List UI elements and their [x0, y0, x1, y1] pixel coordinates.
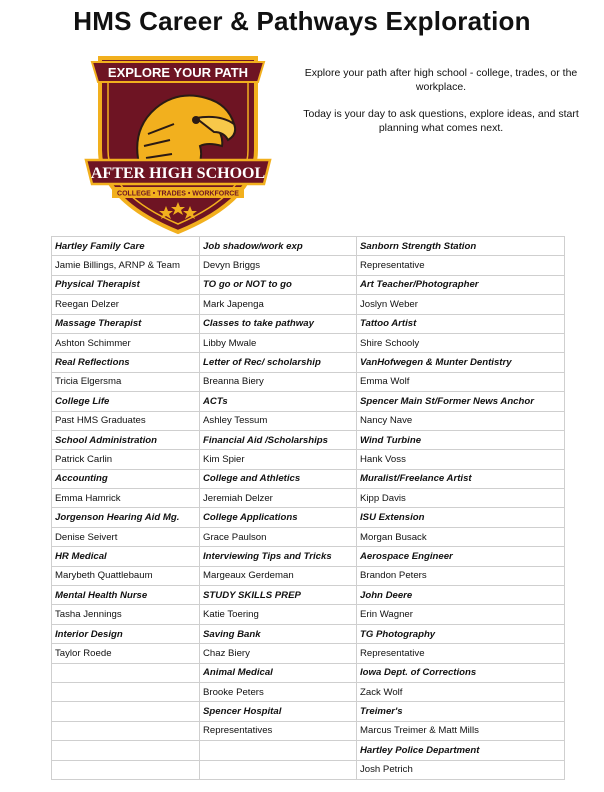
session-title-cell: Jorgenson Hearing Aid Mg. — [52, 508, 200, 527]
presenter-row — [52, 256, 565, 275]
logo-banner-text: AFTER HIGH SCHOOL — [90, 165, 266, 182]
presenter-cell: Grace Paulson — [200, 527, 357, 546]
session-title-cell: ISU Extension — [357, 508, 565, 527]
page-title: HMS Career & Pathways Exploration — [73, 6, 531, 36]
session-title-cell: Art Teacher/Photographer — [357, 275, 565, 294]
presenter-row — [52, 527, 565, 546]
presenter-row — [52, 411, 565, 430]
session-title-cell: Saving Bank — [200, 624, 357, 643]
session-title-cell: Mental Health Nurse — [52, 586, 200, 605]
session-title-row — [52, 314, 565, 333]
presenter-cell: Nancy Nave — [357, 411, 565, 430]
session-title-cell: TG Photography — [357, 624, 565, 643]
presenter-cell: Libby Mwale — [200, 333, 357, 352]
presenter-row — [52, 682, 565, 701]
presenter-cell — [200, 760, 357, 779]
session-title-cell: Animal Medical — [200, 663, 357, 682]
presenter-cell: Shire Schooly — [357, 333, 565, 352]
session-title-row — [52, 508, 565, 527]
presenter-cell: Kipp Davis — [357, 489, 565, 508]
presenter-cell: Erin Wagner — [357, 605, 565, 624]
session-title-cell: John Deere — [357, 586, 565, 605]
presenter-cell: Jamie Billings, ARNP & Team — [52, 256, 200, 275]
session-title-row — [52, 547, 565, 566]
presenter-cell: Brooke Peters — [200, 682, 357, 701]
session-title-cell: ACTs — [200, 392, 357, 411]
session-title-cell: Muralist/Freelance Artist — [357, 469, 565, 488]
presenter-row — [52, 760, 565, 779]
presenter-cell: Hank Voss — [357, 450, 565, 469]
session-title-cell: Wind Turbine — [357, 430, 565, 449]
session-title-cell: Spencer Main St/Former News Anchor — [357, 392, 565, 411]
session-title-row — [52, 237, 565, 256]
session-title-cell: Letter of Rec/ scholarship — [200, 353, 357, 372]
logo-top-text: EXPLORE YOUR PATH — [107, 65, 249, 80]
presenter-cell: Katie Toering — [200, 605, 357, 624]
session-title-cell: Physical Therapist — [52, 275, 200, 294]
presenter-cell: Margeaux Gerdeman — [200, 566, 357, 585]
presenter-cell: Ashley Tessum — [200, 411, 357, 430]
intro-line-2: Today is your day to ask questions, explore ideas, and start planning what comes next. — [303, 108, 579, 134]
intro-text — [300, 66, 582, 148]
session-title-cell: Iowa Dept. of Corrections — [357, 663, 565, 682]
session-title-cell: Classes to take pathway — [200, 314, 357, 333]
presenter-cell: Taylor Roede — [52, 644, 200, 663]
presenter-cell: Emma Hamrick — [52, 489, 200, 508]
presenter-cell — [52, 760, 200, 779]
presenter-cell: Josh Petrich — [357, 760, 565, 779]
session-title-row — [52, 741, 565, 760]
session-title-row — [52, 663, 565, 682]
presenter-cell: Emma Wolf — [357, 372, 565, 391]
presenter-cell: Tricia Elgersma — [52, 372, 200, 391]
presenter-cell: Marcus Treimer & Matt Mills — [357, 721, 565, 740]
presenter-row — [52, 295, 565, 314]
presenter-cell: Ashton Schimmer — [52, 333, 200, 352]
presenter-row — [52, 566, 565, 585]
session-title-cell: VanHofwegen & Munter Dentistry — [357, 353, 565, 372]
session-table — [51, 236, 565, 780]
presenter-cell: Mark Japenga — [200, 295, 357, 314]
session-title-cell: Hartley Family Care — [52, 237, 200, 256]
presenter-cell: Joslyn Weber — [357, 295, 565, 314]
session-title-cell — [52, 702, 200, 721]
session-title-cell: Accounting — [52, 469, 200, 488]
session-title-cell: Aerospace Engineer — [357, 547, 565, 566]
presenter-cell: Morgan Busack — [357, 527, 565, 546]
session-title-cell: College Applications — [200, 508, 357, 527]
presenter-row — [52, 605, 565, 624]
presenter-cell: Devyn Briggs — [200, 256, 357, 275]
presenter-cell: Representative — [357, 644, 565, 663]
session-title-cell: Sanborn Strength Station — [357, 237, 565, 256]
presenter-cell: Representative — [357, 256, 565, 275]
presenter-cell: Zack Wolf — [357, 682, 565, 701]
presenter-cell: Tasha Jennings — [52, 605, 200, 624]
presenter-row — [52, 489, 565, 508]
session-title-cell: Treimer's — [357, 702, 565, 721]
session-title-row — [52, 586, 565, 605]
presenter-cell: Denise Seivert — [52, 527, 200, 546]
session-title-cell: College and Athletics — [200, 469, 357, 488]
session-title-cell: College Life — [52, 392, 200, 411]
session-title-cell — [52, 663, 200, 682]
intro-line-1: Explore your path after high school - college, trades, or the workplace. — [304, 67, 578, 93]
presenter-cell: Kim Spier — [200, 450, 357, 469]
session-title-cell: Interviewing Tips and Tricks — [200, 547, 357, 566]
presenter-cell: Marybeth Quattlebaum — [52, 566, 200, 585]
session-title-cell: Massage Therapist — [52, 314, 200, 333]
presenter-row — [52, 721, 565, 740]
presenter-cell: Chaz Biery — [200, 644, 357, 663]
session-title-row — [52, 275, 565, 294]
session-title-cell: Interior Design — [52, 624, 200, 643]
presenter-cell — [52, 721, 200, 740]
session-title-cell: Tattoo Artist — [357, 314, 565, 333]
presenter-row — [52, 450, 565, 469]
session-title-cell: Job shadow/work exp — [200, 237, 357, 256]
presenter-cell: Brandon Peters — [357, 566, 565, 585]
session-title-cell: School Administration — [52, 430, 200, 449]
presenter-cell: Breanna Biery — [200, 372, 357, 391]
presenter-cell: Past HMS Graduates — [52, 411, 200, 430]
presenter-cell: Patrick Carlin — [52, 450, 200, 469]
presenter-row — [52, 372, 565, 391]
session-title-cell: STUDY SKILLS PREP — [200, 586, 357, 605]
session-title-row — [52, 469, 565, 488]
presenter-cell: Representatives — [200, 721, 357, 740]
session-title-cell: Real Reflections — [52, 353, 200, 372]
after-high-school-logo — [78, 50, 278, 236]
session-title-cell: Hartley Police Department — [357, 741, 565, 760]
session-title-row — [52, 430, 565, 449]
presenter-cell — [52, 682, 200, 701]
presenter-cell: Reegan Delzer — [52, 295, 200, 314]
session-title-cell: TO go or NOT to go — [200, 275, 357, 294]
presenter-row — [52, 644, 565, 663]
session-title-row — [52, 624, 565, 643]
session-title-cell — [200, 741, 357, 760]
session-title-row — [52, 353, 565, 372]
session-title-cell — [52, 741, 200, 760]
session-title-cell: Financial Aid /Scholarships — [200, 430, 357, 449]
presenter-row — [52, 333, 565, 352]
session-title-row — [52, 392, 565, 411]
session-title-row — [52, 702, 565, 721]
presenter-cell: Jeremiah Delzer — [200, 489, 357, 508]
session-title-cell: Spencer Hospital — [200, 702, 357, 721]
logo-sub-text: COLLEGE • TRADES • WORKFORCE — [117, 190, 239, 198]
session-title-cell: HR Medical — [52, 547, 200, 566]
